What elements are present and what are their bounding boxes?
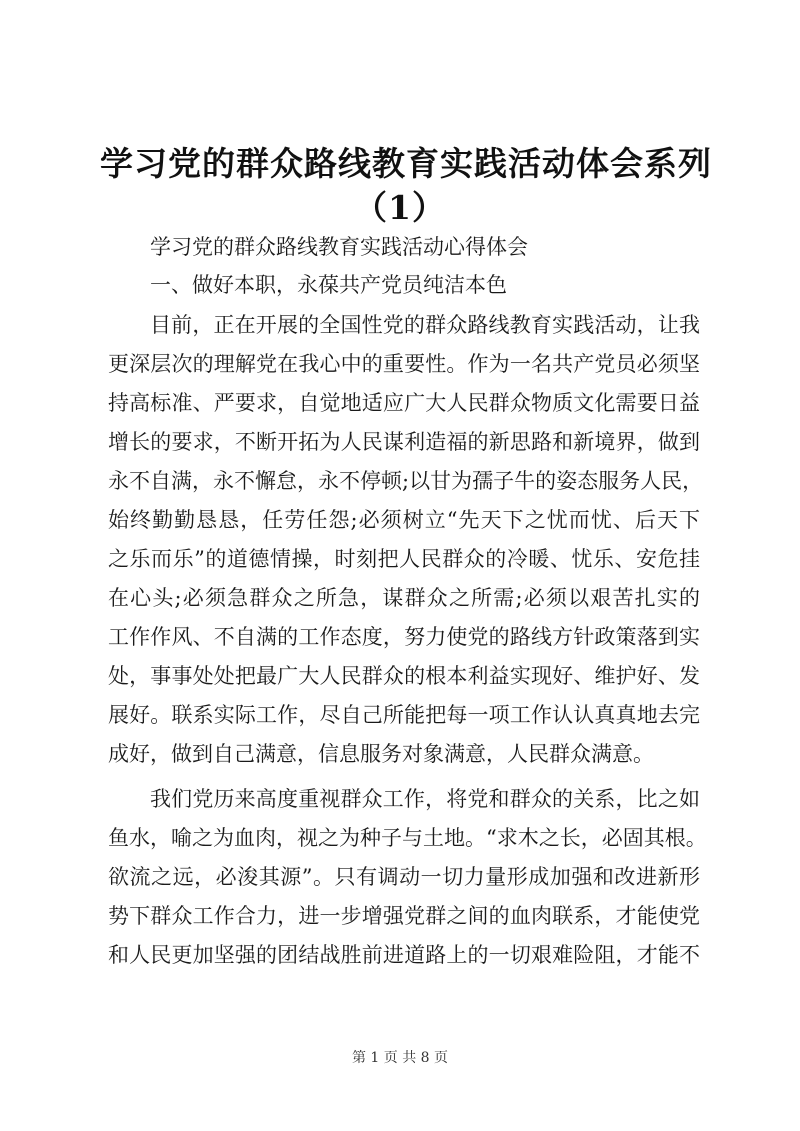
paragraph-line: 之乐而乐”的道德情操，时刻把人民群众的冷暖、忧乐、安危挂	[108, 547, 700, 571]
document-title-suffix: （1）	[354, 188, 446, 227]
paragraph-line: 势下群众工作合力，进一步增强党群之间的血肉联系，才能使党	[108, 904, 700, 928]
paragraph-line: 更深层次的理解党在我心中的重要性。作为一名共产党员必须坚	[108, 352, 700, 376]
section-heading: 一、做好本职，永葆共产党员纯洁本色	[150, 273, 507, 297]
paragraph-line: 我们党历来高度重视群众工作，将党和群众的关系，比之如	[150, 787, 700, 811]
paragraph-line: 欲流之远，必浚其源”。只有调动一切力量形成加强和改进新形	[108, 865, 700, 889]
paragraph-line: 增长的要求，不断开拓为人民谋利造福的新思路和新境界，做到	[108, 430, 700, 454]
paragraph-line: 处，事事处处把最广大人民群众的根本利益实现好、维护好、发	[108, 664, 700, 688]
paragraph-line: 展好。联系实际工作，尽自己所能把每一项工作认认真真地去完	[108, 703, 700, 727]
paragraph-line: 始终勤勤恳恳，任劳任怨;必须树立“先天下之忧而忧、后天下	[108, 508, 700, 532]
paragraph-line: 和人民更加坚强的团结战胜前进道路上的一切艰难险阻，才能不	[108, 943, 700, 967]
paragraph-line: 持高标准、严要求，自觉地适应广大人民群众物质文化需要日益	[108, 391, 700, 415]
paragraph-line: 永不自满，永不懈怠，永不停顿;以甘为孺子牛的姿态服务人民，	[108, 469, 704, 493]
paragraph-line: 鱼水，喻之为血肉，视之为种子与土地。“求木之长，必固其根。	[108, 826, 707, 850]
paragraph-line: 目前，正在开展的全国性党的群众路线教育实践活动，让我	[150, 313, 700, 337]
document-title: 学习党的群众路线教育实践活动体会系列	[100, 144, 712, 183]
paragraph-line: 在心头;必须急群众之所急，谋群众之所需;必须以艰苦扎实的	[108, 586, 700, 610]
page-number-footer: 第 1 页 共 8 页	[351, 1050, 449, 1066]
subtitle-line: 学习党的群众路线教育实践活动心得体会	[150, 235, 528, 259]
paragraph-line: 成好，做到自己满意，信息服务对象满意，人民群众满意。	[108, 742, 654, 766]
paragraph-line: 工作作风、不自满的工作态度，努力使党的路线方针政策落到实	[108, 625, 700, 649]
